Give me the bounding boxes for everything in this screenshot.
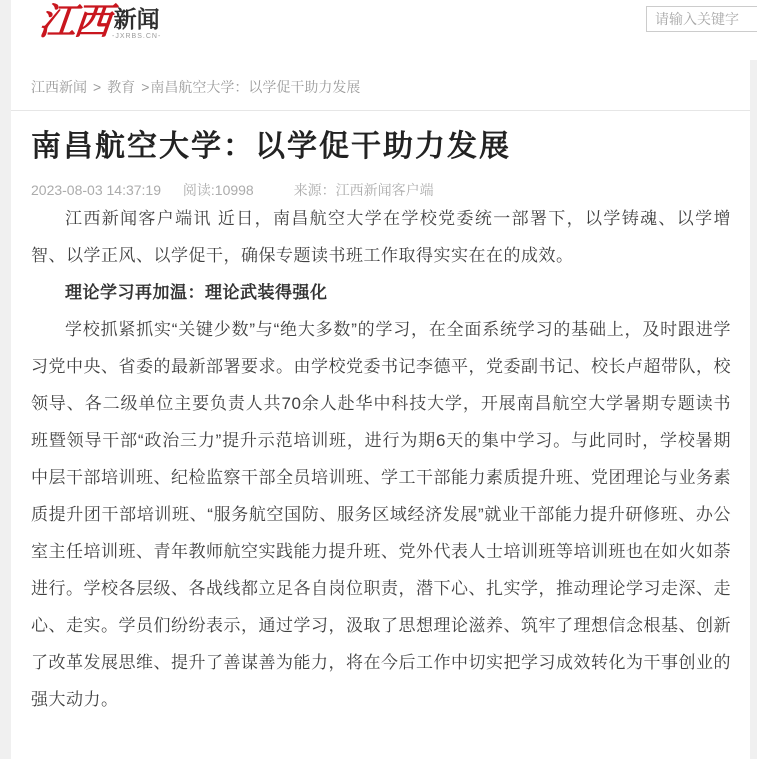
search-input[interactable] (646, 6, 757, 32)
article-paragraph: 江西新闻客户端讯 近日，南昌航空大学在学校党委统一部署下，以学铸魂、以学增智、以学正风、以学促干，确保专题读书班工作取得实实在在的成效。 (31, 209, 731, 265)
article-paragraph: 学校抓紧抓实“关键少数”与“绝大多数”的学习，在全面系统学习的基础上，及时跟进学习党中央、省委的最新部署要求。由学校党委书记李德平，党委副书记、校长卢超带队，校领导、各二级单位主要负责人共70余人赴华中科技大学，开展南昌航空大学暑期专题读书班暨领导干部“政治三力”提升示范培训班，进行为期6天的集中学习。与此同时，学校暑期中层干部培训班、纪检监察干部全员培训班、学工干部能力素质提升班、党团理论与业务素质提升团干部培训班、“服务航空国防、服务区域经济发展”就业干部能力提升研修班、办公室主任培训班、青年教师航空实践能力提升班、党外代表人士培训班等培训班也在如火如荼进行。学校各层级、各战线都立足各自岗位职责，潜下心、扎实学，推动理论学习走深、走心、走实。学员们纷纷表示，通过学习，汲取了思想理论滋养、筑牢了理想信念根基、创新了改革发展思维、提升了善谋善为能力，将在今后工作中切实把学习成效转化为干事创业的强大动力。 (31, 320, 731, 709)
article-source: 来源：江西新闻客户端 (293, 182, 434, 198)
breadcrumb-separator: > (93, 79, 102, 95)
breadcrumb (11, 60, 750, 111)
site-header (11, 0, 757, 60)
logo-right-block (112, 8, 161, 42)
section-heading: 理论学习再加温：理论武装得强化 (65, 283, 328, 302)
read-count: 阅读:10998 (182, 182, 254, 198)
article-meta (31, 180, 731, 200)
logo-calligraphy-text: 江西 (36, 2, 112, 43)
content-card (11, 60, 750, 759)
logo-tagline: -JXRBS.CN- (112, 33, 162, 40)
breadcrumb-link-category[interactable]: 教育 (107, 79, 136, 95)
site-logo[interactable] (36, 2, 162, 43)
breadcrumb-link-home[interactable]: 江西新闻 (31, 79, 87, 95)
logo-news-text: 新闻 (113, 7, 160, 32)
article (11, 128, 750, 738)
page-title: 南昌航空大学：以学促干助力发展 (31, 130, 511, 163)
article-body (31, 200, 731, 718)
breadcrumb-separator: > (141, 79, 150, 95)
breadcrumb-current-page: 南昌航空大学：以学促干助力发展 (150, 79, 361, 95)
publish-datetime: 2023-08-03 14:37:19 (31, 182, 161, 198)
